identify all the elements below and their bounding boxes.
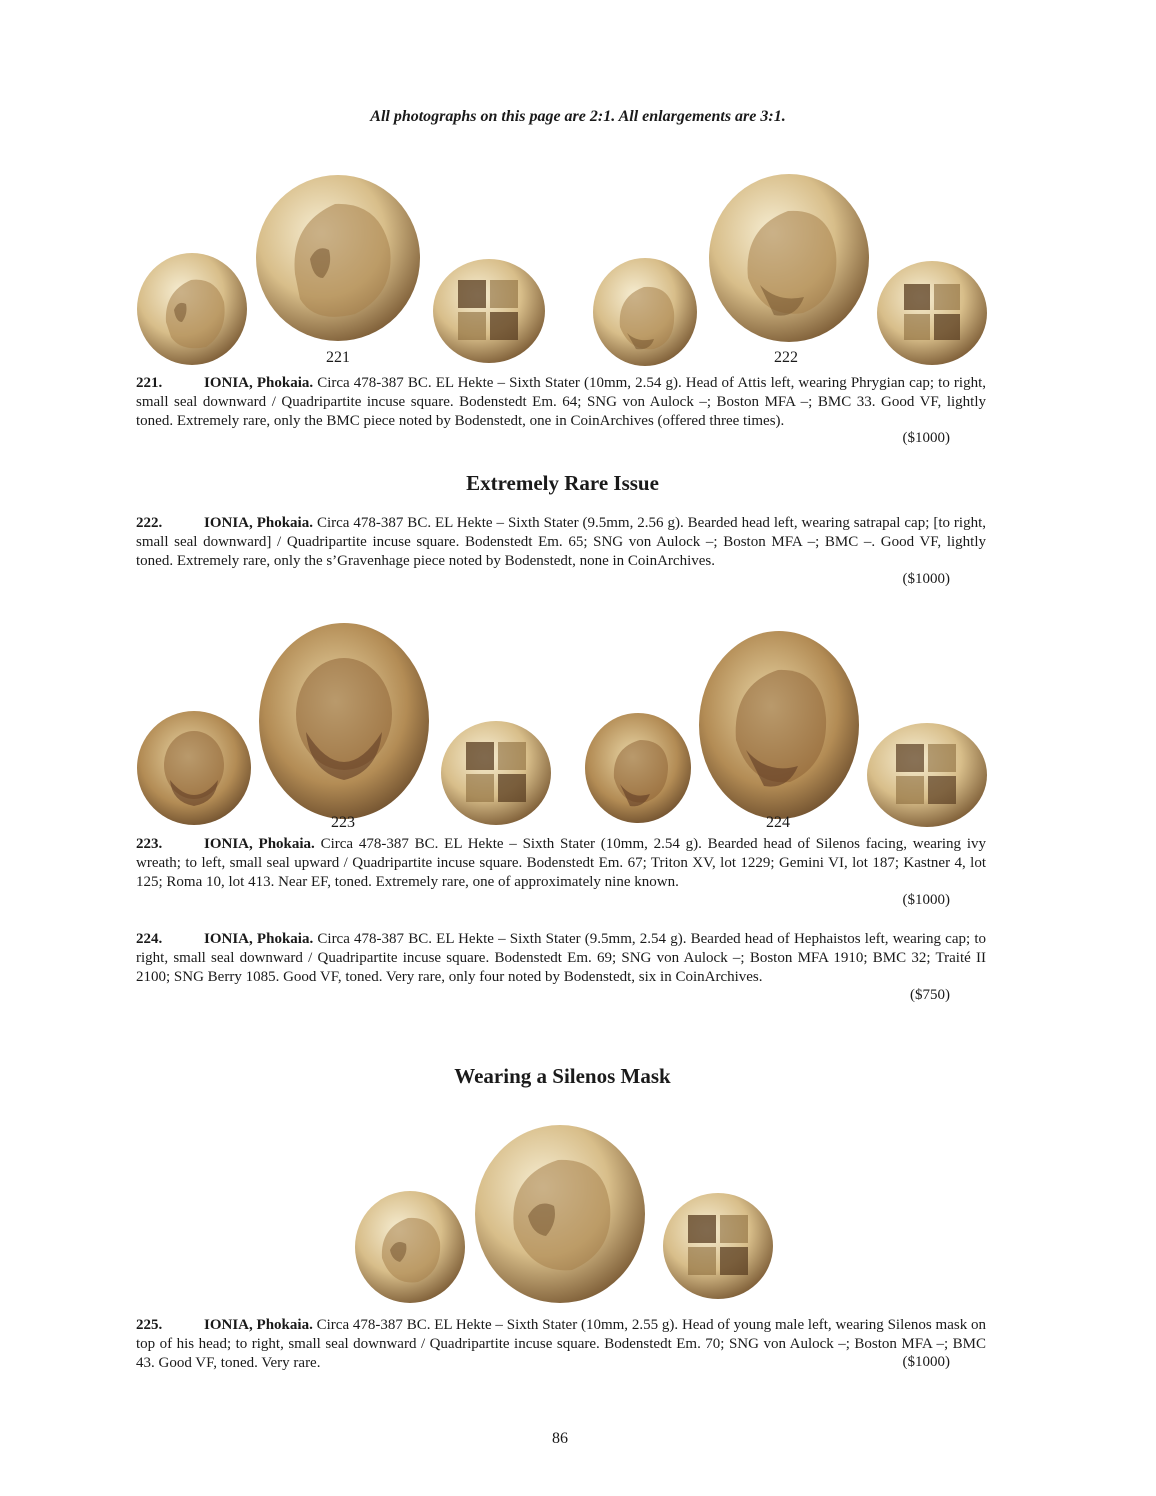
- lot-number: 223.: [136, 836, 163, 852]
- lot-location: IONIA, Phokaia.: [204, 515, 313, 531]
- lot-225-estimate: ($1000): [902, 1354, 950, 1370]
- header-note: All photographs on this page are 2:1. All enlargements are 3:1.: [370, 108, 786, 125]
- coin-221-obverse-enlargement: [255, 174, 421, 342]
- coin-223-obverse-enlargement: [258, 622, 430, 820]
- lot-221-estimate: ($1000): [902, 430, 950, 446]
- coin-224-reverse: [866, 722, 988, 828]
- plate-label-224: 224: [766, 814, 790, 831]
- lot-number: 225.: [136, 1317, 163, 1333]
- coin-223-obverse: [136, 710, 252, 826]
- lot-description: Circa 478-387 BC. EL Hekte – Sixth Stater (10mm, 2.54 g). Bearded head of Silenos facing, wearing ivy wreath; to left, small seal upward / Quadripartite incuse square. Bodenstedt Em. 67; Triton XV, lot 1229; Gemini VI, lot 187; Kastner 4, lot 125; Roma 10, lot 413. Near EF, toned. Extremely rare, one of approximately nine known.: [136, 836, 987, 890]
- lot-description: Circa 478-387 BC. EL Hekte – Sixth Stater (9.5mm, 2.54 g). Bearded head of Hephaistos left, wearing cap; to right, small seal downward / Quadripartite incuse square. Bodenstedt Em. 69; SNG von Aulock –; Boston MFA 1910; BMC 32; Traité II 2100; SNG Berry 1085. Good VF, toned. Very rare, only four noted by Bodenstedt, six in CoinArchives.: [136, 931, 987, 985]
- coin-222-obverse: [592, 257, 698, 367]
- lot-221: [136, 374, 986, 431]
- section-title-extremely-rare-issue: Extremely Rare Issue: [466, 471, 659, 495]
- lot-description: Circa 478-387 BC. EL Hekte – Sixth Stater (9.5mm, 2.56 g). Bearded head left, wearing satrapal cap; [to right, small seal downward] / Quadripartite incuse square. Bodenstedt Em. 65; SNG von Aulock –; Boston MFA –; BMC –. Good VF, lightly toned. Extremely rare, only the s’Gravenhage piece noted by Bodenstedt, none in CoinArchives.: [136, 515, 987, 569]
- coin-224-obverse: [584, 712, 692, 824]
- lot-description: Circa 478-387 BC. EL Hekte – Sixth Stater (10mm, 2.54 g). Head of Attis left, wearing Phrygian cap; to right, small seal downward / Quadripartite incuse square. Bodenstedt Em. 64; SNG von Aulock –; Boston MFA –; BMC 33. Good VF, lightly toned. Extremely rare, only the BMC piece noted by Bodenstedt, one in CoinArchives (offered three times).: [136, 375, 986, 429]
- lot-number: 222.: [136, 515, 163, 531]
- lot-223-estimate: ($1000): [902, 892, 950, 908]
- section-title-wearing-a-silenos-mask: Wearing a Silenos Mask: [454, 1064, 671, 1088]
- coin-225-obverse: [354, 1190, 466, 1304]
- coin-222-reverse: [876, 260, 988, 366]
- lot-description: Circa 478-387 BC. EL Hekte – Sixth Stater (10mm, 2.55 g). Head of young male left, wearing Silenos mask on top of his head; to right, small seal downward / Quadripartite incuse square. Bodenstedt Em. 70; SNG von Aulock –; Boston MFA –; BMC 43. Good VF, toned. Very rare.: [136, 1317, 986, 1371]
- lot-location: IONIA, Phokaia.: [204, 1317, 313, 1333]
- plate-label-221: 221: [326, 349, 350, 366]
- lot-222-estimate: ($1000): [902, 571, 950, 587]
- lot-number: 224.: [136, 931, 163, 947]
- coin-221-reverse: [432, 258, 546, 364]
- lot-location: IONIA, Phokaia.: [204, 375, 314, 391]
- plate-label-223: 223: [331, 814, 355, 831]
- coin-225-obverse-enlargement: [474, 1124, 646, 1304]
- lot-224-estimate: ($750): [910, 987, 950, 1003]
- coin-221-obverse: [136, 252, 248, 366]
- lot-223: [136, 835, 986, 892]
- lot-number: 221.: [136, 375, 163, 391]
- coin-222-obverse-enlargement: [708, 173, 870, 343]
- coin-225-reverse: [662, 1192, 774, 1300]
- plate-label-222: 222: [774, 349, 798, 366]
- page-number: 86: [552, 1430, 568, 1447]
- lot-location: IONIA, Phokaia.: [204, 931, 314, 947]
- lot-222: [136, 514, 986, 571]
- coin-223-reverse: [440, 720, 552, 826]
- lot-location: IONIA, Phokaia.: [204, 836, 315, 852]
- lot-224: [136, 930, 986, 987]
- coin-224-obverse-enlargement: [698, 630, 860, 820]
